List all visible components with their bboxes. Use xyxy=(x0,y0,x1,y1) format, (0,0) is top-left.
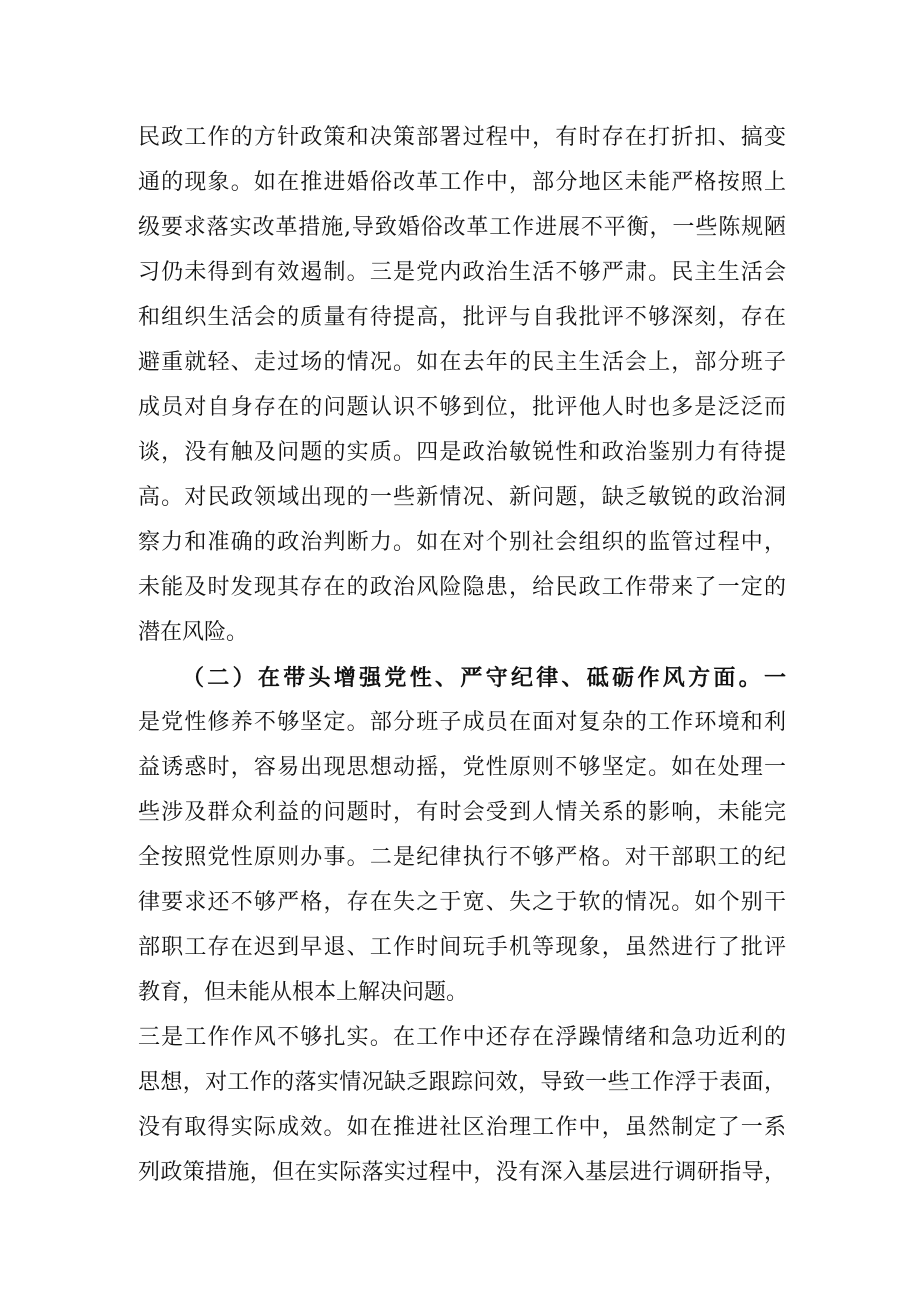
text-line: 高。对民政领域出现的一些新情况、新问题，缺乏敏锐的政治洞 xyxy=(138,485,786,510)
text-line: 级要求落实改革措施,导致婚俗改革工作进展不平衡，一些陈规陋 xyxy=(138,215,786,240)
text-line: 民政工作的方针政策和决策部署过程中，有时存在打折扣、搞变 xyxy=(138,125,786,150)
text-line: 谈，没有触及问题的实质。四是政治敏锐性和政治鉴别力有待提 xyxy=(138,440,786,465)
text-line: 习仍未得到有效遏制。三是党内政治生活不够严肃。民主生活会 xyxy=(138,260,786,285)
text-line: 益诱惑时，容易出现思想动摇，党性原则不够坚定。如在处理一 xyxy=(138,755,786,780)
text-line: 通的现象。如在推进婚俗改革工作中，部分地区未能严格按照上 xyxy=(138,170,786,195)
text-line: 未能及时发现其存在的政治风险隐患，给民政工作带来了一定的 xyxy=(138,575,786,600)
text-line: 全按照党性原则办事。二是纪律执行不够严格。对干部职工的纪 xyxy=(138,845,786,870)
text-line: 是党性修养不够坚定。部分班子成员在面对复杂的工作环境和利 xyxy=(138,710,786,735)
text-line: 思想，对工作的落实情况缺乏跟踪问效，导致一些工作浮于表面， xyxy=(138,1070,786,1095)
text-line: 成员对自身存在的问题认识不够到位，批评他人时也多是泛泛而 xyxy=(138,395,786,420)
text-line: 部职工存在迟到早退、工作时间玩手机等现象，虽然进行了批评 xyxy=(138,935,786,960)
section-heading-line: （二）在带头增强党性、严守纪律、砥砺作风方面。一 xyxy=(182,665,786,691)
text-line: 列政策措施，但在实际落实过程中，没有深入基层进行调研指导， xyxy=(138,1160,786,1185)
text-line: 没有取得实际成效。如在推进社区治理工作中，虽然制定了一系 xyxy=(138,1115,786,1140)
text-line: 三是工作作风不够扎实。在工作中还存在浮躁情绪和急功近利的 xyxy=(138,1025,786,1050)
text-line: 和组织生活会的质量有待提高，批评与自我批评不够深刻，存在 xyxy=(138,305,786,330)
text-line: 些涉及群众利益的问题时，有时会受到人情关系的影响，未能完 xyxy=(138,800,786,825)
text-line: 潜在风险。 xyxy=(138,620,249,645)
text-line: 避重就轻、走过场的情况。如在去年的民主生活会上，部分班子 xyxy=(138,350,786,375)
text-line: 教育，但未能从根本上解决问题。 xyxy=(138,980,469,1005)
text-line: 律要求还不够严格，存在失之于宽、失之于软的情况。如个别干 xyxy=(138,890,786,915)
text-line: 察力和准确的政治判断力。如在对个别社会组织的监管过程中， xyxy=(138,530,786,555)
